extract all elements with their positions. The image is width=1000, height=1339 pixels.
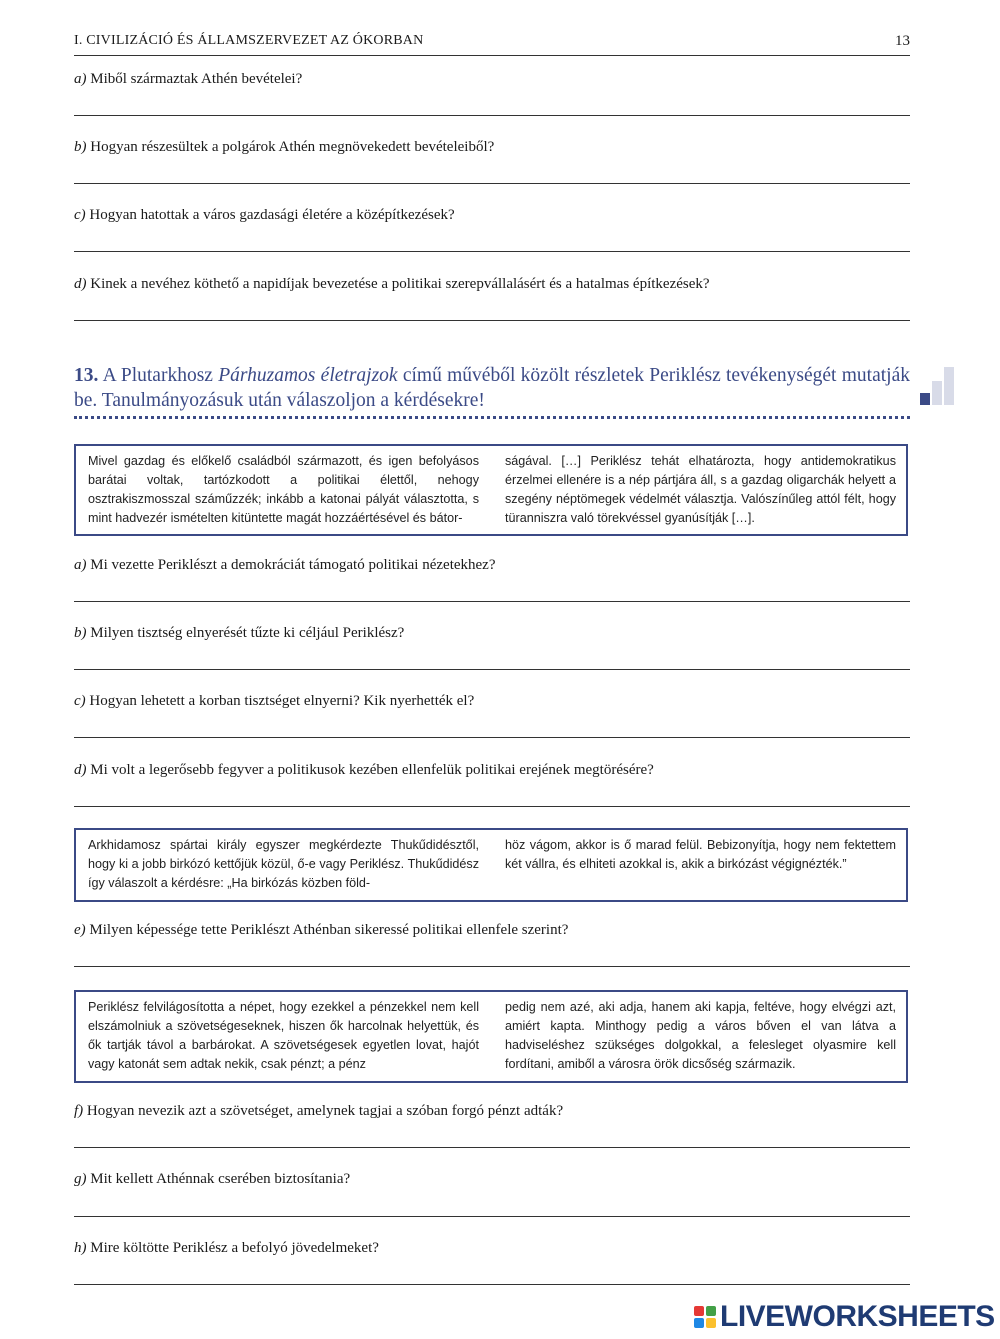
answer-input-13c[interactable]: [74, 712, 914, 738]
answer-line-13e: [74, 966, 910, 967]
answer-input-13d[interactable]: [74, 781, 914, 807]
liveworksheets-logo[interactable]: [694, 1302, 995, 1332]
question-12d: d) Kinek a nevéhez köthető a napidíjak bevezetése a politikai szerepvállalásért és a hatalmas építkezések?: [74, 276, 710, 292]
answer-line-13g: [74, 1216, 910, 1217]
logo-square-1: [694, 1306, 704, 1316]
question-12a: a) Miből származtak Athén bevételei?: [74, 71, 303, 87]
source-box-1: [74, 444, 908, 536]
question-13h: h) Mire költötte Periklész a befolyó jövedelmeket?: [74, 1240, 379, 1256]
answer-input-13a[interactable]: [74, 576, 914, 602]
question-13b: b) Milyen tisztség elnyerését tűzte ki céljául Periklész?: [74, 625, 405, 641]
answer-input-13h[interactable]: [74, 1259, 914, 1285]
task-13-title: 13. A Plutarkhosz Párhuzamos életrajzok című művéből közölt részletek Periklész tevékenységét mutatják be. Tanulmányozásuk után válaszoljon a kérdésekre!: [74, 365, 910, 411]
answer-line-13h: [74, 1284, 910, 1285]
answer-line-13b: [74, 669, 910, 670]
source-1-col-1: Mivel gazdag és előkelő családból származott, és igen befolyásos barátai voltak, tartózkodott a politikai élettől, nehogy osztrakiszmosszal száműzzék; inkább a katonai pályát választotta, s mint hadvezér ismételten kitüntette magát hozzáértésével és bátor-: [88, 454, 479, 525]
logo-mark-icon: [694, 1306, 716, 1328]
answer-line-13c: [74, 737, 910, 738]
logo-text: LIVEWORKSHEETS: [720, 1300, 995, 1333]
dotted-divider: [74, 416, 910, 419]
answer-line-13f: [74, 1147, 910, 1148]
source-box-2: [74, 828, 908, 902]
page-header: [74, 33, 910, 56]
answer-line-13a: [74, 601, 910, 602]
question-13a: a) Mi vezette Periklészt a demokráciát támogató politikai nézetekhez?: [74, 557, 496, 573]
question-12c: c) Hogyan hatottak a város gazdasági életére a középítkezések?: [74, 207, 455, 223]
question-13g: g) Mit kellett Athénnak cserében biztosítania?: [74, 1171, 351, 1187]
source-1-col-2: ságával. […] Periklész tehát elhatározta, hogy antidemokratikus érzelmei ellenére is a nép pártjára áll, s a gazdag oligarchák helyett a szegény néptömegek védelmét választja. Valószínűleg attól félt, hogy türanniszra való törekvéssel gyanúsítják […].: [505, 454, 896, 525]
answer-input-13b[interactable]: [74, 644, 914, 670]
answer-line-12d: [74, 320, 910, 321]
answer-input-13f[interactable]: [74, 1122, 914, 1148]
answer-line-12a: [74, 115, 910, 116]
logo-square-2: [706, 1306, 716, 1316]
answer-line-12b: [74, 183, 910, 184]
source-3-col-1: Periklész felvilágosította a népet, hogy ezekkel a pénzekkel nem kell elszámolniuk a szövetségeseknek, hiszen ők harcolnak helyettük, és ők tartják távol a barbárokat. A szövetségesek egyetlen lovat, hajót vagy katonát sem adtak nekik, csak pénzt; a pénz: [88, 1000, 479, 1071]
logo-square-3: [694, 1318, 704, 1328]
question-13f: f) Hogyan nevezik azt a szövetséget, amelynek tagjai a szóban forgó pénzt adták?: [74, 1103, 564, 1119]
answer-input-12c[interactable]: [74, 226, 914, 252]
question-13d: d) Mi volt a legerősebb fegyver a politikusok kezében ellenfelük politikai erejének megtörésére?: [74, 762, 654, 778]
answer-line-12c: [74, 251, 910, 252]
answer-input-13e[interactable]: [74, 941, 914, 967]
question-12b: b) Hogyan részesültek a polgárok Athén megnövekedett bevételeiből?: [74, 139, 495, 155]
answer-input-12d[interactable]: [74, 295, 914, 321]
question-13c: c) Hogyan lehetett a korban tisztséget elnyerni? Kik nyerhették el?: [74, 693, 475, 709]
source-3-col-2: pedig nem azé, aki adja, hanem aki kapja, feltéve, hogy elvégzi azt, amiért kapta. Minthogy pedig a város bőven el van látva a hadviseléshez szükséges dolgokkal, a felesleget olyasmire kell fordítani, amiből a városra örök dicsőség származik.: [505, 1000, 896, 1071]
question-13e: e) Milyen képessége tette Periklészt Athénban sikeressé politikai ellenfele szerint?: [74, 922, 569, 938]
answer-line-13d: [74, 806, 910, 807]
level-bars-icon: [920, 365, 954, 407]
page-number: 13: [895, 33, 910, 49]
answer-input-13g[interactable]: [74, 1191, 914, 1217]
chapter-title: I. CIVILIZÁCIÓ ÉS ÁLLAMSZERVEZET AZ ÓKORBAN: [74, 33, 424, 48]
source-box-3: [74, 990, 908, 1083]
source-2-col-2: höz vágom, akkor is ő marad felül. Bebizonyítja, hogy nem fektettem két vállra, és elhiteti azokkal is, akik a birkózást végignézték.”: [505, 838, 896, 871]
logo-square-4: [706, 1318, 716, 1328]
answer-input-12a[interactable]: [74, 90, 914, 116]
answer-input-12b[interactable]: [74, 158, 914, 184]
source-2-col-1: Arkhidamosz spártai király egyszer megkérdezte Thukűdidésztől, hogy ki a jobb birkózó kettőjük közül, ő-e vagy Periklész. Thukűdidész így válaszolt a kérdésre: „Ha birkózás közben föld-: [88, 838, 479, 890]
